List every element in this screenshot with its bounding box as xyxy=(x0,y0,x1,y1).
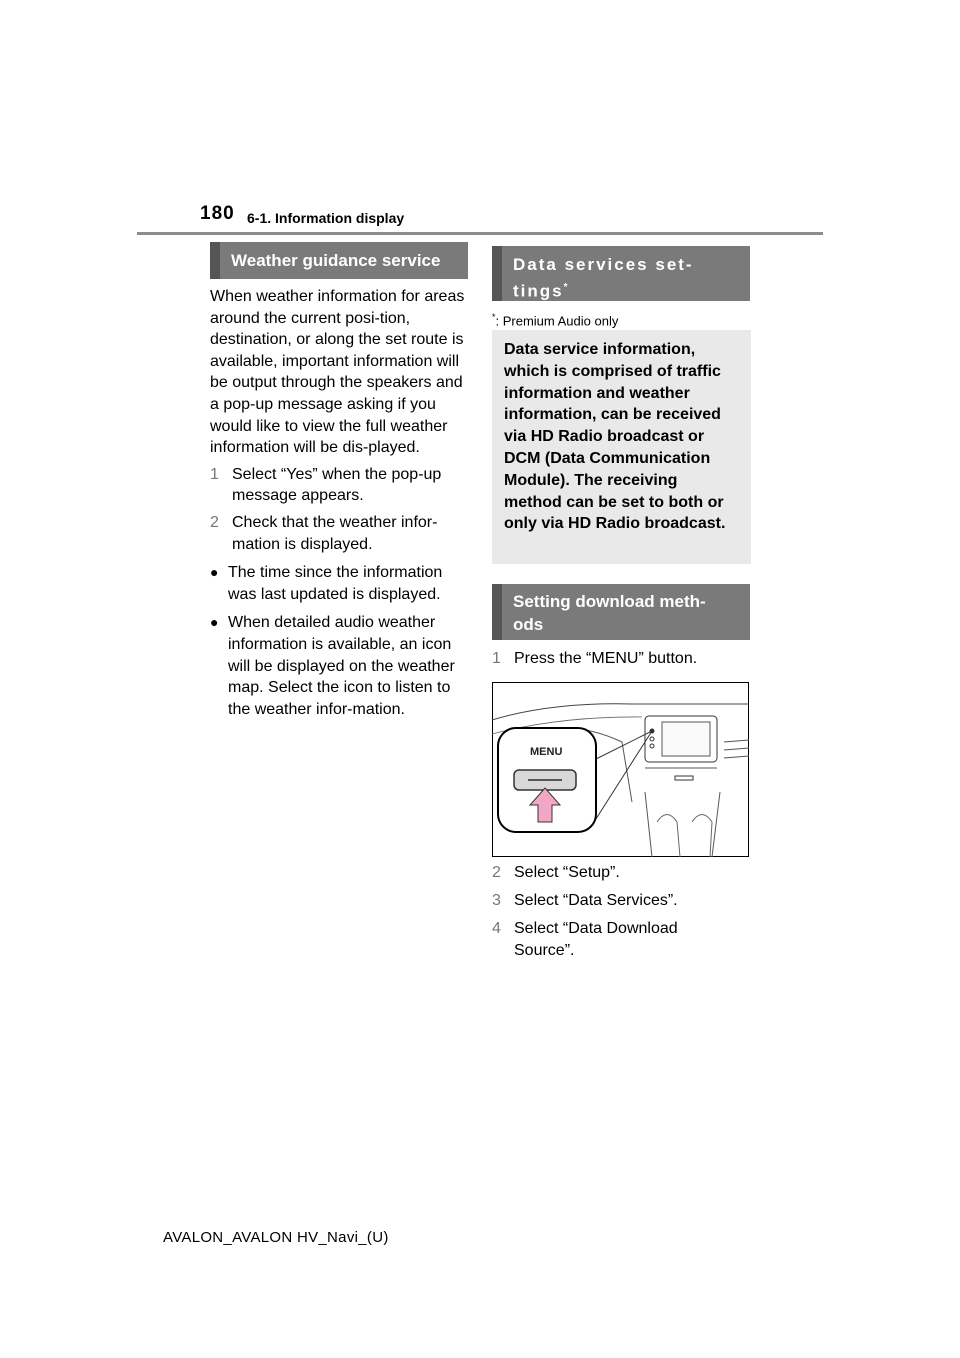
heading-line: Setting download meth- xyxy=(513,592,706,611)
step-text: Select “Data Download Source”. xyxy=(514,920,678,959)
step-text: Select “Setup”. xyxy=(514,864,620,881)
step-number: 1 xyxy=(492,650,501,667)
bullet-dot-icon: ● xyxy=(210,614,219,631)
step-item xyxy=(492,890,752,912)
premium-note xyxy=(492,312,618,328)
step-number: 2 xyxy=(492,864,501,881)
step-number: 1 xyxy=(210,465,219,483)
step-text: Check that the weather infor-mation is displayed. xyxy=(232,513,438,553)
heading-line: tings xyxy=(513,281,564,301)
heading-line: Data services set- xyxy=(513,255,694,274)
step-number: 2 xyxy=(210,513,219,531)
data-services-heading xyxy=(492,246,750,301)
menu-button-illustration xyxy=(492,682,749,857)
bullet-text: The time since the information was last updated is displayed. xyxy=(228,564,443,603)
step-number: 4 xyxy=(492,920,501,937)
step-item xyxy=(492,648,752,670)
weather-heading: Weather guidance service xyxy=(210,242,468,279)
page-number: 180 xyxy=(200,203,235,224)
section-header: 6-1. Information display xyxy=(247,210,405,226)
step-text: Press the “MENU” button. xyxy=(514,650,698,667)
bullet-item xyxy=(210,612,472,720)
step-text: Select “Data Services”. xyxy=(514,892,678,909)
note-text: : Premium Audio only xyxy=(495,313,619,329)
step-item xyxy=(492,918,702,961)
weather-intro: When weather information for areas around the current posi-tion, destination, or along the set route is available, important information will be output through the speakers and a pop-up message asking if you would like to view the full weather information will be dis-played. xyxy=(210,288,465,457)
asterisk: * xyxy=(563,282,570,293)
heading-line: ods xyxy=(513,615,544,634)
step-text: Select “Yes” when the pop-up message appears. xyxy=(232,465,442,505)
bullet-dot-icon: ● xyxy=(210,564,219,581)
left-column xyxy=(210,284,472,720)
bullet-item xyxy=(210,562,472,605)
illustration-menu-label: MENU xyxy=(530,746,563,758)
step-item xyxy=(210,464,472,507)
step-number: 3 xyxy=(492,892,501,909)
info-box: Data service information, which is comprised of traffic information and weather information, can be received via HD Radio broadcast or DCM (Data Communication Module). The receiving method can be set to both or only via HD Radio broadcast. xyxy=(492,330,751,564)
bullet-text: When detailed audio weather information is available, an icon will be displayed on the weather map. Select the icon to listen to the weather infor-mation. xyxy=(228,614,455,718)
asterisk: * xyxy=(492,312,496,322)
download-methods-heading xyxy=(492,584,750,640)
step-item xyxy=(210,512,472,555)
header-rule xyxy=(137,232,823,235)
step-item xyxy=(492,862,752,884)
footer-text: AVALON_AVALON HV_Navi_(U) xyxy=(163,1229,389,1246)
